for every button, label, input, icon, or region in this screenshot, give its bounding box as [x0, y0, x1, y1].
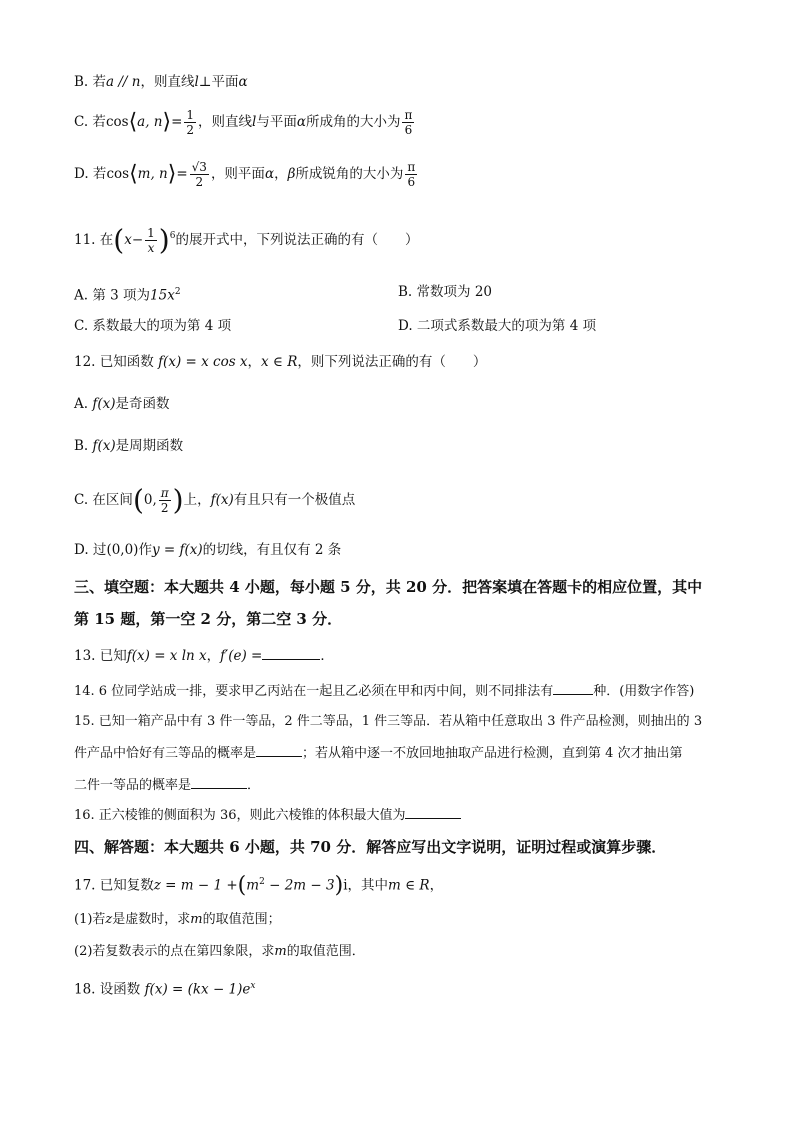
- answer-blank: [191, 776, 247, 789]
- q17-stem: 17. 已知复数$z = m - 1 +(m^2 - 2m - 3)i$，其中m ∈ R，: [74, 873, 444, 898]
- fraction: $\frac{√3}{2}$: [191, 160, 207, 189]
- fraction: $\frac{\pi}{6}$: [407, 160, 416, 189]
- q15-line3: 二件一等品的概率是 ．: [74, 778, 261, 793]
- q11-stem: 11. 在(x− $\frac{1}{x}$ )$^6$的展开式中，下列说法正确的有（ ）: [74, 223, 419, 257]
- q12-option-a: A. f(x)是奇函数: [74, 396, 170, 412]
- q11-option-d: D. 二项式系数最大的项为第 4 项: [398, 318, 597, 334]
- vector-expr: a // n: [106, 74, 141, 90]
- q12-option-b: B. f(x)是周期函数: [74, 438, 184, 454]
- answer-blank: [405, 806, 461, 819]
- answer-blank: [553, 682, 593, 695]
- fraction: $\frac{\pi}{6}$: [404, 108, 413, 137]
- q14: 14. 6 位同学站成一排，要求甲乙丙站在一起且乙必须在甲和丙中间，则不同排法有 种．(用数字作答): [74, 684, 695, 699]
- q11-option-a: A. 第 3 项为$15x^2$: [74, 287, 181, 304]
- q11-option-c: C. 系数最大的项为第 4 项: [74, 318, 232, 334]
- q13: 13. 已知f(x) = x ln x，f′(e) = ．: [74, 648, 334, 664]
- section-3-heading: 三、填空题：本大题共 4 小题，每小题 5 分，共 20 分．把答案填在答题卡的相应位置，其中: [74, 578, 703, 596]
- q10-option-c: C. 若cos⟨a, n⟩= $\frac{1}{2}$ ，则直线l与平面α所成角的大小为 $\frac{\pi}{6}$: [74, 108, 413, 137]
- q17-part1: (1)若z是虚数时，求m的取值范围；: [74, 912, 281, 927]
- answer-blank: [262, 647, 320, 660]
- q12-option-d: D. 过(0,0)作y = f(x)的切线，有且仅有 2 条: [74, 542, 342, 558]
- fraction: $\frac{1}{x}$: [147, 226, 155, 255]
- q16: 16. 正六棱锥的侧面积为 36，则此六棱锥的体积最大值为: [74, 806, 461, 826]
- q15-line1: 15. 已知一箱产品中有 3 件一等品，2 件二等品，1 件三等品．若从箱中任意取出 3 件产品检测，则抽出的 3: [74, 714, 703, 729]
- fraction: $\frac{\pi}{2}$: [160, 486, 169, 515]
- q17-part2: (2)若复数表示的点在第四象限，求m的取值范围．: [74, 944, 365, 959]
- q18-stem: 18. 设函数 $f(x) = (kx - 1)e^x$: [74, 981, 256, 998]
- q10-option-b: B. 若a // n，则直线l⊥平面α: [74, 74, 248, 90]
- q15-line2: 件产品中恰好有三等品的概率是 ；若从箱中逐一不放回地抽取产品进行检测，直到第 4 次才抽出第: [74, 746, 683, 761]
- q12-stem: 12. 已知函数 f(x) = x cos x，x ∈ R，则下列说法正确的有（ ）: [74, 354, 487, 370]
- q11-option-b: B. 常数项为 20: [398, 284, 492, 300]
- fraction: $\frac{1}{2}$: [186, 108, 195, 137]
- q12-option-c: C. 在区间(0, $\frac{\pi}{2}$ )上，f(x)有且只有一个极值点: [74, 483, 356, 517]
- section-4-heading: 四、解答题：本大题共 6 小题，共 70 分．解答应写出文字说明，证明过程或演算步骤．: [74, 838, 667, 856]
- section-3-heading-cont: 第 15 题，第一空 2 分，第二空 3 分．: [74, 610, 343, 628]
- answer-blank: [256, 744, 302, 757]
- q10-option-d: D. 若cos⟨m, n⟩= $\frac{√3}{2}$ ，则平面α，β所成锐角的大小为 $\frac{\pi}{6}$: [74, 160, 416, 189]
